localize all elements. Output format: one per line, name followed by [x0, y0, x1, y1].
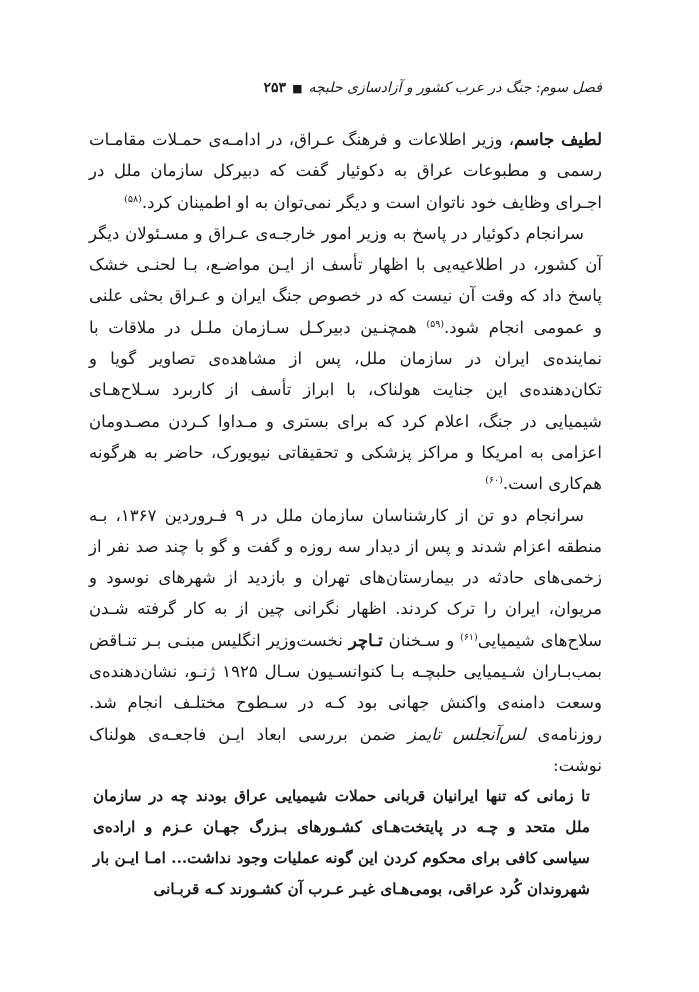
footnote-ref-59: (۵۹): [426, 318, 445, 330]
paragraph-3-text-c: نخست‌وزیر انگلیس مبنـی بـر تنـاقض بمب‌بـاران شـیمیایی حلبچـه بـا کنوانسـیون سـال ۱۹۲۵ ژنـو، نشان‌دهنده‌ی وسعت دامنه‌ی واکنش جهانی بود کـه در سـطوح مختلـف انجام شد. روزنامه‌ی: [89, 630, 602, 744]
paragraph-3-text-a: سرانجام دو تن از کارشناسان سازمان ملل در ۹ فـروردین ۱۳۶۷، بـه منطقه اعزام شدند و پس از دیدار سه روزه و گفت و گو با چند صد نفر از زخمی‌های حادثه در بیمارستان‌های تهران و بازدید از شهرهای نوسود و مریوان، ایران را ترک کردند. اظهار نگرانی چین از به کار گرفته شـدن سلاح‌های شیمیایی: [89, 505, 602, 650]
newspaper-name: لس‌آنجلس تایمز: [407, 724, 526, 744]
page-number: ۲۵۳: [263, 80, 287, 96]
paragraph-1: [89, 124, 602, 218]
footnote-ref-58: (۵۸): [124, 193, 142, 205]
paragraph-2-text-a: سرانجام دکوئیار در پاسخ به وزیر امور خارجـه‌ی عـراق و مسـئولان دیگر آن کشور، در اطلاعیه‌یی با اظهار تأسف از ایـن مواضـع، بـا لحنـی خشک پاسخ داد که وقت آن نیست که در خصوص جنگ ایران و عـراق بحثی علنی و عمومی انجام شود.: [89, 223, 602, 337]
footnote-ref-60: (۶۰): [485, 475, 503, 487]
footnote-ref-61: (۶۱): [460, 631, 478, 643]
block-quote: تا زمانی که تنها ایرانیان قربانی حملات شیمیایی عراق بودند چه در سازمان ملل متحد و چـه در پایتخت‌هـای کشـورهای بـزرگ جهـان عـزم و اراده‌ی سیاسی کافی برای محکوم کردن این گونه عملیات وجود نداشت... امـا ایـن بار شهروندان کُرد عراقی، بومی‌هـای غیـر عـرب آن کشـورند کـه قربـانی: [93, 787, 590, 899]
body-text: [89, 124, 602, 905]
paragraph-1-text: ، وزیر اطلاعات و فرهنگ عـراق، در ادامـه‌ی حمـلات مقامـات رسمی و مطبوعات عراق به دکوئیار گفت که دبیرکل سازمان ملل در اجـرای وظایف خود ناتوان است و دیگر نمی‌توان به او اطمینان کرد.: [89, 130, 602, 212]
paragraph-3-text-b: و سـخنان: [382, 630, 461, 650]
paragraph-3: [89, 500, 602, 782]
person-name-latif-jasem: لطیف جاسم: [514, 129, 603, 149]
paragraph-3-text-d: ضمن بررسی ابعاد ایـن فاجعـه‌ی هولناک نوشت:: [89, 724, 602, 775]
person-name-thatcher: تـاچر: [348, 629, 383, 650]
section-title: فصل سوم: جنگ در عرب کشور و آزادسازی حلبچه: [308, 80, 602, 96]
running-header: [264, 80, 602, 96]
header-marker-icon: ■: [292, 81, 303, 95]
paragraph-2: [89, 218, 602, 500]
paragraph-2-text-b: همچنـین دبیرکـل سـازمان ملـل در ملاقات با نماینده‌ی ایران در سازمان ملل، پس از مشاهده‌ی تصاویر گویا و تکان‌دهنده‌ی این جنایت هولناک، با ابراز تأسف از کاربرد سـلاح‌هـای شیمیایی در جنگ، اعلام کرد که برای بستری و مـداوا کـردن مصـدومان اعزامی به امریکا و مراکز پزشکی و تحقیقاتی نیویورک، حاضر به هرگونه هم‌کاری است.: [89, 317, 602, 494]
